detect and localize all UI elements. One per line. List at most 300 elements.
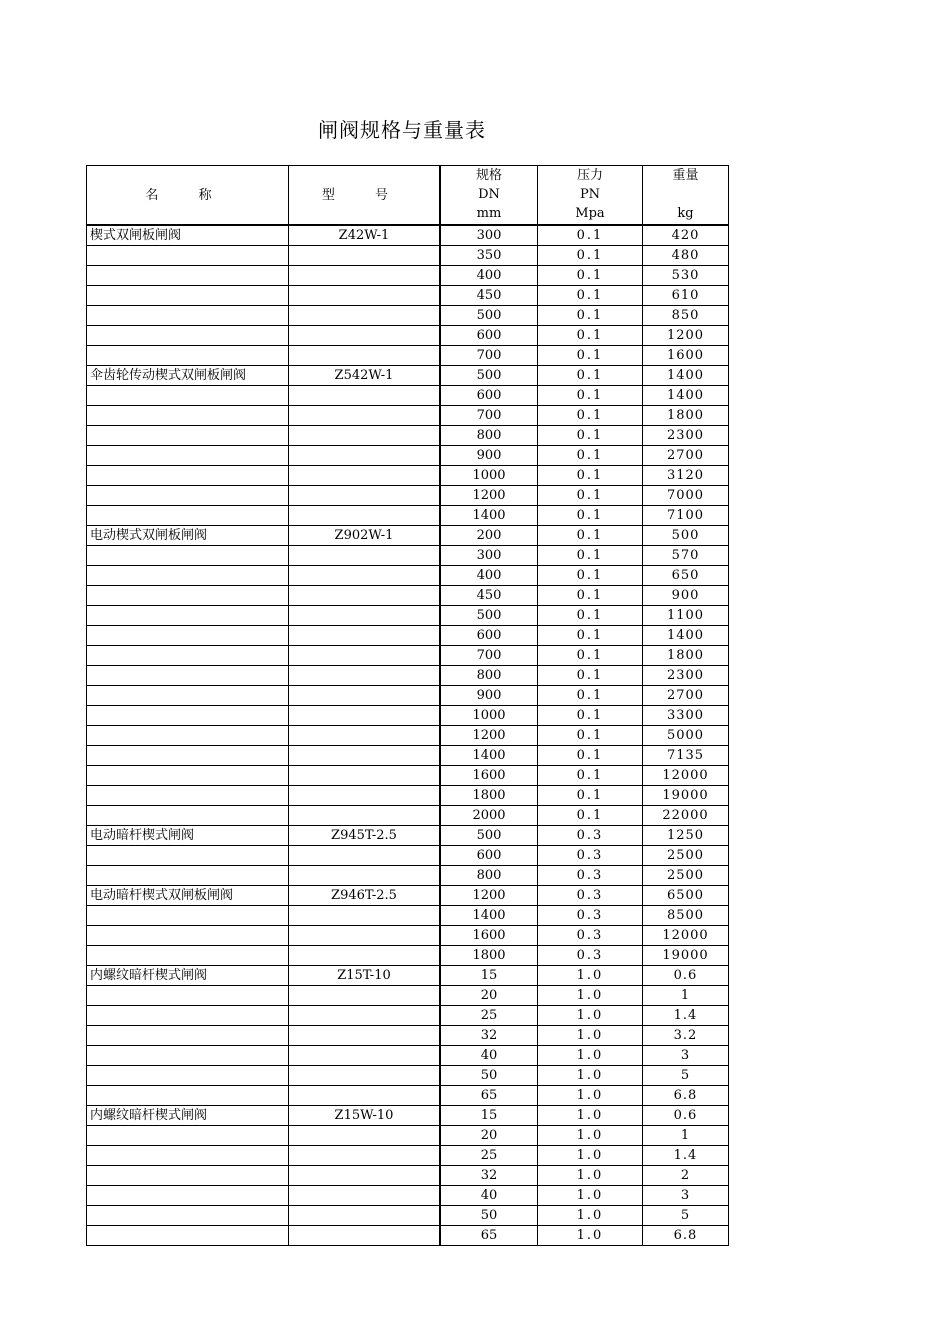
cell-dn: 600 <box>440 386 538 406</box>
table-row <box>87 1186 729 1206</box>
table-row <box>87 746 729 766</box>
cell-dn: 1000 <box>440 706 538 726</box>
cell-dn: 25 <box>440 1006 538 1026</box>
cell-weight: 19000 <box>643 786 729 806</box>
cell-model <box>289 446 441 466</box>
table-body <box>87 166 729 1246</box>
page-title: 闸阀规格与重量表 <box>318 118 486 142</box>
cell-weight: 1.4 <box>643 1006 729 1026</box>
cell-pn: 0.1 <box>538 386 643 406</box>
table-row <box>87 786 729 806</box>
cell-model <box>289 286 441 306</box>
cell-pn: 0.1 <box>538 526 643 546</box>
table-row <box>87 466 729 486</box>
cell-pn: 0.1 <box>538 666 643 686</box>
header-dn-label: 规格 <box>475 168 502 183</box>
cell-dn: 450 <box>440 286 538 306</box>
cell-dn: 500 <box>440 366 538 386</box>
cell-dn: 800 <box>440 666 538 686</box>
cell-model: Z42W-1 <box>289 225 441 246</box>
cell-pn: 0.1 <box>538 506 643 526</box>
cell-name <box>87 626 289 646</box>
cell-model <box>289 506 441 526</box>
cell-pn: 1.0 <box>538 1146 643 1166</box>
cell-name <box>87 706 289 726</box>
cell-weight: 1250 <box>643 826 729 846</box>
header-model: 型 号 <box>289 166 441 226</box>
cell-pn: 0.3 <box>538 946 643 966</box>
cell-dn: 500 <box>440 306 538 326</box>
cell-name <box>87 606 289 626</box>
table-row <box>87 1106 729 1126</box>
cell-model <box>289 566 441 586</box>
cell-weight: 2300 <box>643 426 729 446</box>
cell-dn: 20 <box>440 1126 538 1146</box>
cell-model <box>289 846 441 866</box>
cell-model <box>289 1026 441 1046</box>
cell-weight: 1800 <box>643 406 729 426</box>
cell-dn: 1800 <box>440 946 538 966</box>
cell-dn: 400 <box>440 566 538 586</box>
cell-pn: 0.1 <box>538 806 643 826</box>
cell-dn: 15 <box>440 1106 538 1126</box>
cell-name <box>87 866 289 886</box>
cell-pn: 0.1 <box>538 266 643 286</box>
cell-name <box>87 466 289 486</box>
table-row <box>87 806 729 826</box>
table-row <box>87 946 729 966</box>
cell-model <box>289 1226 441 1246</box>
cell-model: Z15T-10 <box>289 966 441 986</box>
cell-name <box>87 326 289 346</box>
table-row <box>87 366 729 386</box>
cell-pn: 0.1 <box>538 586 643 606</box>
cell-pn: 1.0 <box>538 1166 643 1186</box>
table-header-row <box>87 166 729 226</box>
cell-pn: 0.1 <box>538 286 643 306</box>
cell-dn: 15 <box>440 966 538 986</box>
table-row <box>87 926 729 946</box>
cell-pn: 0.1 <box>538 225 643 246</box>
cell-name <box>87 446 289 466</box>
cell-pn: 0.1 <box>538 346 643 366</box>
cell-weight: 650 <box>643 566 729 586</box>
cell-model <box>289 806 441 826</box>
cell-model <box>289 786 441 806</box>
cell-model <box>289 1046 441 1066</box>
table-row <box>87 826 729 846</box>
table-row <box>87 706 729 726</box>
cell-pn: 0.1 <box>538 446 643 466</box>
cell-dn: 1200 <box>440 726 538 746</box>
cell-model <box>289 1206 441 1226</box>
cell-weight: 570 <box>643 546 729 566</box>
cell-weight: 1400 <box>643 626 729 646</box>
cell-weight: 500 <box>643 526 729 546</box>
table-row <box>87 426 729 446</box>
cell-pn: 0.1 <box>538 426 643 446</box>
cell-model <box>289 906 441 926</box>
cell-model <box>289 586 441 606</box>
cell-model <box>289 766 441 786</box>
cell-dn: 500 <box>440 826 538 846</box>
table-row <box>87 225 729 246</box>
cell-weight: 3 <box>643 1046 729 1066</box>
cell-model <box>289 1006 441 1026</box>
cell-model <box>289 546 441 566</box>
cell-weight: 8500 <box>643 906 729 926</box>
cell-dn: 1400 <box>440 906 538 926</box>
table-row <box>87 1006 729 1026</box>
table-row <box>87 1166 729 1186</box>
table-row <box>87 686 729 706</box>
cell-weight: 420 <box>643 225 729 246</box>
cell-dn: 50 <box>440 1066 538 1086</box>
cell-weight: 7135 <box>643 746 729 766</box>
cell-pn: 0.1 <box>538 326 643 346</box>
header-pn <box>538 166 643 226</box>
cell-name <box>87 486 289 506</box>
cell-weight: 1600 <box>643 346 729 366</box>
table-row <box>87 986 729 1006</box>
cell-name <box>87 726 289 746</box>
cell-name <box>87 906 289 926</box>
cell-weight: 1800 <box>643 646 729 666</box>
table-row <box>87 586 729 606</box>
table-row <box>87 486 729 506</box>
cell-name <box>87 686 289 706</box>
table-row <box>87 1086 729 1106</box>
cell-weight: 3 <box>643 1186 729 1206</box>
table-row <box>87 386 729 406</box>
cell-weight: 19000 <box>643 946 729 966</box>
cell-weight: 7100 <box>643 506 729 526</box>
cell-dn: 1600 <box>440 926 538 946</box>
cell-name <box>87 546 289 566</box>
cell-weight: 480 <box>643 246 729 266</box>
cell-dn: 600 <box>440 326 538 346</box>
cell-pn: 0.1 <box>538 626 643 646</box>
cell-weight: 1200 <box>643 326 729 346</box>
cell-weight: 1 <box>643 986 729 1006</box>
cell-name <box>87 426 289 446</box>
header-weight-label: 重量 <box>672 168 699 183</box>
table-row <box>87 446 729 466</box>
header-pn-symbol: PN <box>579 187 601 202</box>
cell-dn: 700 <box>440 406 538 426</box>
cell-pn: 0.1 <box>538 786 643 806</box>
cell-name <box>87 1226 289 1246</box>
cell-name: 楔式双闸板闸阀 <box>87 225 289 246</box>
cell-pn: 1.0 <box>538 1026 643 1046</box>
cell-name <box>87 266 289 286</box>
table-row <box>87 1226 729 1246</box>
cell-model <box>289 426 441 446</box>
table-row <box>87 566 729 586</box>
table-row <box>87 1126 729 1146</box>
cell-model <box>289 306 441 326</box>
cell-weight: 1100 <box>643 606 729 626</box>
cell-dn: 1800 <box>440 786 538 806</box>
cell-model <box>289 746 441 766</box>
cell-pn: 1.0 <box>538 1086 643 1106</box>
cell-model <box>289 626 441 646</box>
table-row <box>87 346 729 366</box>
cell-model <box>289 606 441 626</box>
cell-pn: 0.1 <box>538 646 643 666</box>
cell-weight: 1400 <box>643 386 729 406</box>
cell-pn: 0.3 <box>538 826 643 846</box>
cell-pn: 0.3 <box>538 846 643 866</box>
cell-dn: 1200 <box>440 486 538 506</box>
valve-spec-table <box>86 165 729 1246</box>
cell-weight: 2300 <box>643 666 729 686</box>
cell-model <box>289 1086 441 1106</box>
cell-dn: 300 <box>440 225 538 246</box>
table-row <box>87 966 729 986</box>
cell-pn: 1.0 <box>538 1046 643 1066</box>
cell-pn: 1.0 <box>538 966 643 986</box>
header-dn <box>440 166 538 226</box>
table-row <box>87 246 729 266</box>
cell-dn: 900 <box>440 446 538 466</box>
cell-model: Z15W-10 <box>289 1106 441 1126</box>
cell-weight: 7000 <box>643 486 729 506</box>
table-row <box>87 1206 729 1226</box>
cell-weight: 3120 <box>643 466 729 486</box>
cell-name: 伞齿轮传动楔式双闸板闸阀 <box>87 366 289 386</box>
cell-dn: 600 <box>440 846 538 866</box>
cell-weight: 2700 <box>643 446 729 466</box>
cell-model <box>289 406 441 426</box>
cell-model <box>289 666 441 686</box>
cell-name <box>87 1006 289 1026</box>
cell-name <box>87 846 289 866</box>
cell-name <box>87 926 289 946</box>
cell-dn: 700 <box>440 346 538 366</box>
cell-model <box>289 1066 441 1086</box>
cell-model: Z945T-2.5 <box>289 826 441 846</box>
table-row <box>87 766 729 786</box>
cell-model <box>289 706 441 726</box>
table-row <box>87 1066 729 1086</box>
table-row <box>87 406 729 426</box>
cell-dn: 32 <box>440 1026 538 1046</box>
cell-pn: 0.3 <box>538 906 643 926</box>
table-row <box>87 1146 729 1166</box>
cell-name <box>87 1186 289 1206</box>
table-row <box>87 1026 729 1046</box>
cell-model <box>289 1146 441 1166</box>
cell-dn: 600 <box>440 626 538 646</box>
cell-pn: 0.1 <box>538 366 643 386</box>
cell-model <box>289 466 441 486</box>
cell-weight: 0.6 <box>643 1106 729 1126</box>
cell-name <box>87 1066 289 1086</box>
cell-weight: 0.6 <box>643 966 729 986</box>
cell-pn: 0.1 <box>538 766 643 786</box>
cell-dn: 50 <box>440 1206 538 1226</box>
cell-dn: 800 <box>440 866 538 886</box>
cell-model <box>289 386 441 406</box>
cell-model <box>289 1166 441 1186</box>
cell-dn: 1000 <box>440 466 538 486</box>
table-row <box>87 1046 729 1066</box>
cell-pn: 0.1 <box>538 686 643 706</box>
cell-weight: 12000 <box>643 766 729 786</box>
cell-model <box>289 326 441 346</box>
cell-weight: 6.8 <box>643 1226 729 1246</box>
cell-pn: 0.1 <box>538 246 643 266</box>
table-row <box>87 906 729 926</box>
cell-pn: 0.3 <box>538 866 643 886</box>
cell-model: Z946T-2.5 <box>289 886 441 906</box>
cell-dn: 32 <box>440 1166 538 1186</box>
cell-name <box>87 1206 289 1226</box>
cell-pn: 1.0 <box>538 986 643 1006</box>
cell-model <box>289 246 441 266</box>
cell-dn: 65 <box>440 1086 538 1106</box>
cell-model <box>289 266 441 286</box>
cell-model <box>289 646 441 666</box>
cell-name <box>87 646 289 666</box>
cell-dn: 450 <box>440 586 538 606</box>
table-row <box>87 886 729 906</box>
cell-name: 电动暗杆楔式双闸板闸阀 <box>87 886 289 906</box>
cell-weight: 5000 <box>643 726 729 746</box>
table-row <box>87 506 729 526</box>
table-row <box>87 646 729 666</box>
cell-pn: 1.0 <box>538 1066 643 1086</box>
cell-dn: 200 <box>440 526 538 546</box>
cell-weight: 2500 <box>643 866 729 886</box>
cell-weight: 1.4 <box>643 1146 729 1166</box>
cell-name: 内螺纹暗杆楔式闸阀 <box>87 966 289 986</box>
cell-pn: 0.1 <box>538 546 643 566</box>
cell-model <box>289 986 441 1006</box>
table-row <box>87 286 729 306</box>
cell-dn: 700 <box>440 646 538 666</box>
cell-model <box>289 926 441 946</box>
cell-pn: 0.1 <box>538 466 643 486</box>
cell-model <box>289 1126 441 1146</box>
header-weight <box>643 166 729 226</box>
header-name: 名 称 <box>87 166 289 226</box>
table-row <box>87 626 729 646</box>
cell-model <box>289 346 441 366</box>
cell-name <box>87 566 289 586</box>
cell-pn: 1.0 <box>538 1186 643 1206</box>
cell-name <box>87 1166 289 1186</box>
cell-dn: 40 <box>440 1046 538 1066</box>
cell-weight: 610 <box>643 286 729 306</box>
cell-weight: 3300 <box>643 706 729 726</box>
cell-name <box>87 1046 289 1066</box>
cell-name <box>87 1026 289 1046</box>
cell-model <box>289 866 441 886</box>
cell-name: 电动暗杆楔式闸阀 <box>87 826 289 846</box>
cell-name <box>87 286 289 306</box>
cell-dn: 25 <box>440 1146 538 1166</box>
cell-dn: 900 <box>440 686 538 706</box>
cell-pn: 0.1 <box>538 406 643 426</box>
cell-name <box>87 666 289 686</box>
cell-dn: 20 <box>440 986 538 1006</box>
cell-model: Z542W-1 <box>289 366 441 386</box>
cell-weight: 6.8 <box>643 1086 729 1106</box>
cell-pn: 0.3 <box>538 926 643 946</box>
cell-name <box>87 746 289 766</box>
cell-model: Z902W-1 <box>289 526 441 546</box>
cell-weight: 6500 <box>643 886 729 906</box>
header-dn-unit: mm <box>476 206 502 221</box>
header-pn-unit: Mpa <box>575 206 605 221</box>
cell-dn: 1600 <box>440 766 538 786</box>
cell-name <box>87 1086 289 1106</box>
cell-dn: 800 <box>440 426 538 446</box>
table-row <box>87 846 729 866</box>
cell-model <box>289 486 441 506</box>
cell-name <box>87 1126 289 1146</box>
cell-dn: 300 <box>440 546 538 566</box>
cell-pn: 0.1 <box>538 726 643 746</box>
cell-weight: 2700 <box>643 686 729 706</box>
cell-weight: 1 <box>643 1126 729 1146</box>
cell-dn: 2000 <box>440 806 538 826</box>
cell-dn: 350 <box>440 246 538 266</box>
cell-weight: 12000 <box>643 926 729 946</box>
cell-weight: 900 <box>643 586 729 606</box>
cell-weight: 2 <box>643 1166 729 1186</box>
cell-dn: 1200 <box>440 886 538 906</box>
cell-weight: 22000 <box>643 806 729 826</box>
cell-pn: 1.0 <box>538 1126 643 1146</box>
cell-dn: 1400 <box>440 506 538 526</box>
cell-name <box>87 786 289 806</box>
cell-weight: 850 <box>643 306 729 326</box>
cell-name <box>87 406 289 426</box>
cell-pn: 0.1 <box>538 606 643 626</box>
cell-weight: 5 <box>643 1066 729 1086</box>
table-row <box>87 546 729 566</box>
cell-name: 内螺纹暗杆楔式闸阀 <box>87 1106 289 1126</box>
cell-name <box>87 246 289 266</box>
cell-pn: 1.0 <box>538 1006 643 1026</box>
cell-name <box>87 386 289 406</box>
cell-weight: 530 <box>643 266 729 286</box>
table-row <box>87 606 729 626</box>
cell-weight: 3.2 <box>643 1026 729 1046</box>
cell-name <box>87 586 289 606</box>
cell-pn: 0.1 <box>538 706 643 726</box>
cell-dn: 400 <box>440 266 538 286</box>
table-row <box>87 306 729 326</box>
header-pn-label: 压力 <box>576 168 603 183</box>
table-row <box>87 666 729 686</box>
cell-dn: 1400 <box>440 746 538 766</box>
cell-name <box>87 1146 289 1166</box>
cell-name <box>87 946 289 966</box>
cell-pn: 1.0 <box>538 1226 643 1246</box>
table-row <box>87 726 729 746</box>
cell-name <box>87 766 289 786</box>
cell-name <box>87 346 289 366</box>
cell-pn: 1.0 <box>538 1206 643 1226</box>
cell-model <box>289 946 441 966</box>
cell-dn: 65 <box>440 1226 538 1246</box>
cell-pn: 0.1 <box>538 486 643 506</box>
table-row <box>87 866 729 886</box>
